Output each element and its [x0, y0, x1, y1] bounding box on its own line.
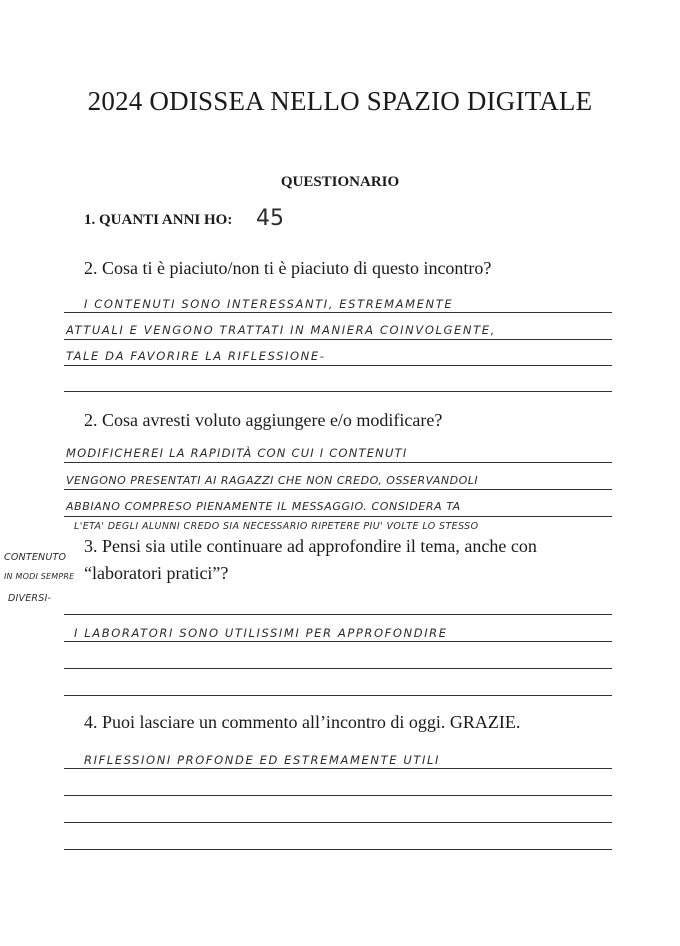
answer-rule [64, 489, 612, 490]
question-4-answer-line-1: I LABORATORI SONO UTILISSIMI PER APPROFONDIRE [74, 626, 448, 640]
answer-rule [64, 614, 612, 615]
answer-rule [64, 312, 612, 313]
question-3-answer-line-4: L'ETA' DEGLI ALUNNI CREDO SIA NECESSARIO RIPETERE PIU' VOLTE LO STESSO [74, 521, 479, 532]
question-1-answer: 45 [256, 206, 284, 231]
question-3-answer-line-3: ABBIANO COMPRESO PIENAMENTE IL MESSAGGIO. CONSIDERA TA [66, 500, 461, 513]
answer-rule [64, 339, 612, 340]
question-2-label: 2. Cosa ti è piaciuto/non ti è piaciuto di questo incontro? [84, 258, 492, 278]
question-5-label: 4. Puoi lasciare un commento all’incontro di oggi. GRAZIE. [84, 712, 521, 732]
question-3-answer-line-2: VENGONO PRESENTATI AI RAGAZZI CHE NON CREDO, OSSERVANDOLI [66, 474, 479, 487]
answer-rule [64, 822, 612, 823]
margin-note-line-3: DIVERSI- [8, 593, 52, 604]
answer-rule [64, 695, 612, 696]
margin-note-line-2: IN MODI SEMPRE [4, 572, 75, 581]
answer-rule [64, 391, 612, 392]
answer-rule [64, 849, 612, 850]
question-3-label: 2. Cosa avresti voluto aggiungere e/o modificare? [84, 410, 443, 430]
document-title: 2024 ODISSEA NELLO SPAZIO DIGITALE [87, 86, 593, 116]
question-2-answer-line-2: ATTUALI E VENGONO TRATTATI IN MANIERA COINVOLGENTE, [66, 323, 496, 337]
question-2-answer-line-3: TALE DA FAVORIRE LA RIFLESSIONE- [66, 349, 326, 363]
answer-rule [64, 641, 612, 642]
question-2-answer-line-1: I CONTENUTI SONO INTERESSANTI, ESTREMAMENTE [84, 297, 454, 311]
question-4-label-line-2: “laboratori pratici”? [84, 563, 229, 583]
question-3-answer-line-1: MODIFICHEREI LA RAPIDITÀ CON CUI I CONTENUTI [66, 446, 408, 460]
question-5-answer-line-1: RIFLESSIONI PROFONDE ED ESTREMAMENTE UTILI [84, 753, 440, 767]
document-subtitle: QUESTIONARIO [280, 174, 400, 190]
question-1-label: 1. QUANTI ANNI HO: [84, 212, 233, 228]
margin-note-line-1: CONTENUTO [4, 552, 67, 563]
answer-rule [64, 365, 612, 366]
answer-rule [64, 768, 612, 769]
answer-rule [64, 668, 612, 669]
answer-rule [64, 462, 612, 463]
answer-rule [64, 795, 612, 796]
question-4-label-line-1: 3. Pensi sia utile continuare ad approfondire il tema, anche con [84, 536, 537, 556]
answer-rule [64, 516, 612, 517]
